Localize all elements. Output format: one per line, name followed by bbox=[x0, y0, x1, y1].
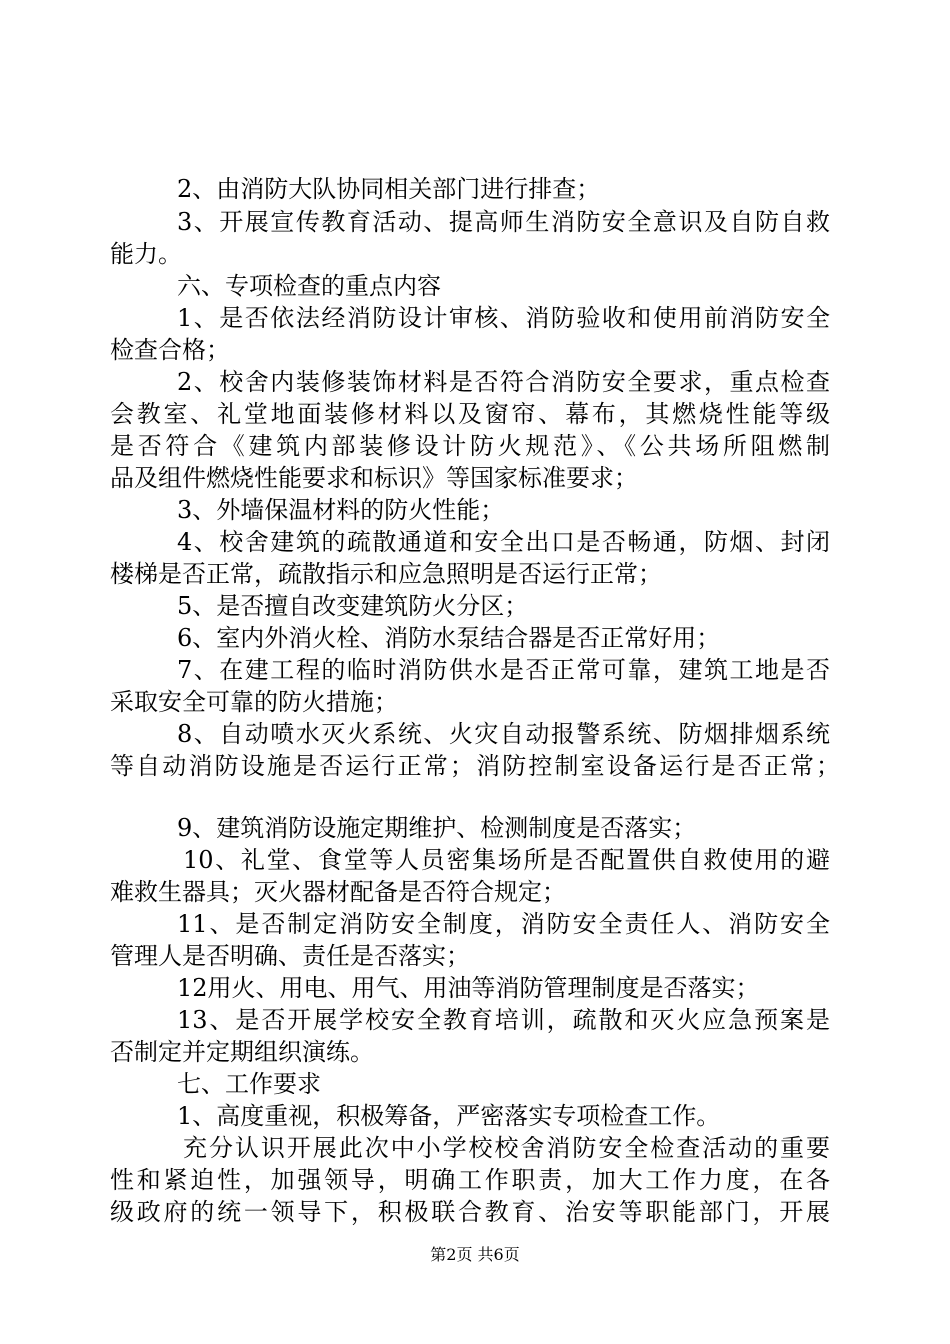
page-footer: 第2页 共6页 bbox=[430, 1245, 520, 1264]
text-line: 3、外墙保温材料的防火性能； bbox=[177, 496, 505, 524]
text-line: 1、是否依法经消防设计审核、消防验收和使用前消防安全 bbox=[177, 304, 830, 332]
text-line: 7、在建工程的临时消防供水是否正常可靠，建筑工地是否 bbox=[177, 656, 830, 684]
text-line: 级政府的统一领导下，积极联合教育、治安等职能部门，开展 bbox=[110, 1198, 830, 1226]
text-line: 3、开展宣传教育活动、提高师生消防安全意识及自防自救 bbox=[177, 208, 830, 236]
text-line: 8、自动喷水灭火系统、火灾自动报警系统、防烟排烟系统 bbox=[177, 720, 830, 748]
text-line: 12用火、用电、用气、用油等消防管理制度是否落实； bbox=[177, 974, 760, 1002]
text-line: 1、高度重视，积极筹备，严密落实专项检查工作。 bbox=[177, 1102, 721, 1130]
text-line: 会教室、礼堂地面装修材料以及窗帘、幕布，其燃烧性能等级 bbox=[110, 400, 830, 428]
text-line: 否制定并定期组织演练。 bbox=[110, 1038, 374, 1066]
text-line: 管理人是否明确、责任是否落实； bbox=[110, 942, 470, 970]
text-line: 品及组件燃烧性能要求和标识》等国家标准要求； bbox=[110, 464, 638, 492]
text-line: 难救生器具；灭火器材配备是否符合规定； bbox=[110, 878, 566, 906]
text-line: 2、校舍内装修装饰材料是否符合消防安全要求，重点检查 bbox=[177, 368, 830, 396]
text-line: 4、校舍建筑的疏散通道和安全出口是否畅通，防烟、封闭 bbox=[177, 528, 830, 556]
text-line: 充分认识开展此次中小学校校舍消防安全检查活动的重要 bbox=[183, 1134, 830, 1162]
text-line: 13、是否开展学校安全教育培训，疏散和灭火应急预案是 bbox=[177, 1006, 830, 1034]
text-line: 9、建筑消防设施定期维护、检测制度是否落实； bbox=[177, 814, 697, 842]
text-line: 性和紧迫性，加强领导，明确工作职责，加大工作力度，在各 bbox=[110, 1166, 830, 1194]
text-line: 楼梯是否正常，疏散指示和应急照明是否运行正常； bbox=[110, 560, 662, 588]
section-heading: 七、工作要求 bbox=[177, 1070, 321, 1098]
text-line: 11、是否制定消防安全制度，消防安全责任人、消防安全 bbox=[177, 910, 830, 938]
text-line: 采取安全可靠的防火措施； bbox=[110, 688, 398, 716]
text-line: 等自动消防设施是否运行正常；消防控制室设备运行是否正常； bbox=[110, 752, 840, 780]
text-line: 检查合格； bbox=[110, 336, 230, 364]
text-line: 5、是否擅自改变建筑防火分区； bbox=[177, 592, 529, 620]
text-line: 能力。 bbox=[110, 240, 182, 268]
section-heading: 六、专项检查的重点内容 bbox=[177, 272, 441, 300]
text-line: 10、礼堂、食堂等人员密集场所是否配置供自救使用的避 bbox=[183, 846, 830, 874]
text-line: 2、由消防大队协同相关部门进行排查； bbox=[177, 175, 601, 203]
text-line: 是否符合《建筑内部装修设计防火规范》、《公共场所阻燃制 bbox=[110, 432, 830, 460]
text-line: 6、室内外消火栓、消防水泵结合器是否正常好用； bbox=[177, 624, 721, 652]
